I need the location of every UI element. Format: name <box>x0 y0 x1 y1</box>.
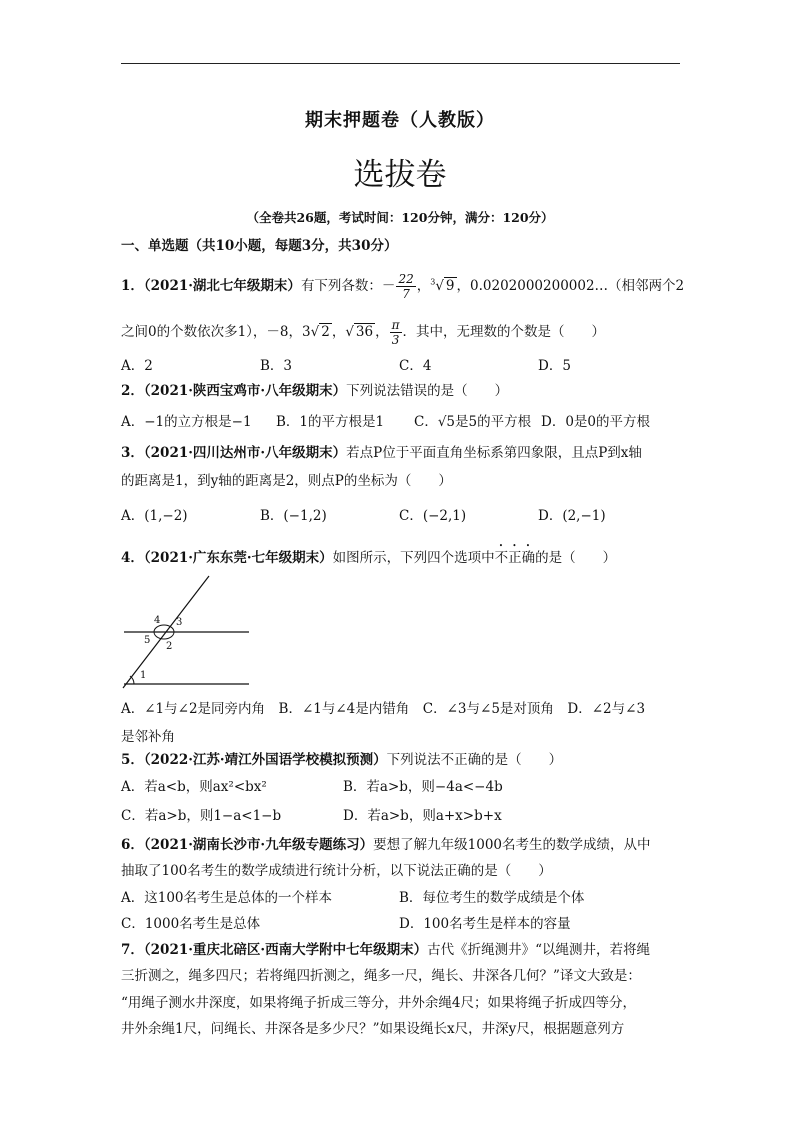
question-text: 的是（ ） <box>535 550 617 566</box>
question-text: 古代《折绳测井》“以绳测井，若将绳 <box>427 942 651 958</box>
fraction: $\frac{22}{7}$ <box>398 272 414 301</box>
question-number: 4． <box>121 550 144 566</box>
question-source: （2021·四川达州市·八年级期末） <box>143 445 347 461</box>
option-c[interactable]: C．4 <box>399 358 432 374</box>
question-text: 如图所示，下列四个选项中 <box>332 550 495 566</box>
option-a[interactable]: A．2 <box>121 358 153 374</box>
option-d[interactable]: D．0是0的平方根 <box>541 414 651 430</box>
option-b[interactable]: B．若a>b，则−4a<−4b <box>343 779 503 795</box>
figure-label: 4 <box>154 615 161 626</box>
option-b[interactable]: B．每位考生的数学成绩是个体 <box>399 890 585 906</box>
option-a[interactable]: A．若a<b，则ax²<bx² <box>121 779 267 795</box>
question-source: （2021·陕西宝鸡市·八年级期末） <box>143 383 347 399</box>
option-c[interactable]: C．(−2,1) <box>399 508 467 524</box>
root-body: 36 <box>355 324 374 340</box>
question-number: 5． <box>121 752 144 768</box>
question-3-line-2: 的距离是1，到y轴的距离是2，则点P的坐标为（ ） <box>121 473 452 489</box>
root-body: 2 <box>321 324 330 340</box>
question-1-line-2: 之间0的个数依次多1），－8，3√ 2 ，√ 36 ， $\frac{\pi}{3}$ ．其中，无理数的个数是（ ） <box>121 318 605 347</box>
question-number: 1． <box>121 278 144 294</box>
question-4 <box>121 542 616 568</box>
question-number: 6． <box>121 837 144 853</box>
question-4-options[interactable]: A．∠1与∠2是同旁内角 B．∠1与∠4是内错角 C．∠3与∠5是对顶角 D．∠2与∠3 <box>121 701 646 717</box>
header-rule <box>121 63 680 64</box>
question-7-line-3: “用绳子测水井深度，如果将绳子折成三等分，井外余绳4尺；如果将绳子折成四等分， <box>121 995 636 1011</box>
figure-label: 5 <box>144 635 151 646</box>
question-text: ．其中，无理数的个数是（ ） <box>402 324 605 340</box>
question-source: （2021·湖北七年级期末） <box>143 278 301 294</box>
question-text: 若点P位于平面直角坐标系第四象限，且点P到x轴 <box>346 445 642 461</box>
root-index: 3 <box>430 277 436 287</box>
option-d[interactable]: D．100名考生是样本的容量 <box>399 916 571 932</box>
option-d[interactable]: D．(2,−1) <box>538 508 606 524</box>
question-5 <box>121 750 562 770</box>
question-source: （2021·广东东莞·七年级期末） <box>143 550 333 566</box>
page-subtitle: 选拔卷 <box>353 157 447 193</box>
question-6 <box>121 835 651 855</box>
question-text: ，0.0202000200002…（相邻两个2 <box>456 278 685 294</box>
option-c[interactable]: C．√5是5的平方根 <box>414 414 532 430</box>
question-text: 下列说法错误的是（ ） <box>346 383 509 399</box>
option-c[interactable]: C．1000名考生是总体 <box>121 916 261 932</box>
question-6-line-2: 抽取了100名考生的数学成绩进行统计分析，以下说法正确的是（ ） <box>121 863 552 879</box>
section-heading: 一、单选题（共10小题，每题3分，共30分） <box>121 238 398 254</box>
option-a[interactable]: A．(1,−2) <box>121 508 188 524</box>
question-1: 1．（2021·湖北七年级期末）有下列各数：－ $\frac{22}{7}$ ，$^3$√ 9 ，0.0202000200002…（相邻两个2 <box>121 272 685 301</box>
option-b[interactable]: B．3 <box>260 358 293 374</box>
option-a[interactable]: A．−1的立方根是−1 <box>121 414 252 430</box>
question-source: （2021·湖南长沙市·九年级专题练习） <box>143 837 374 853</box>
question-text: ， <box>331 324 346 340</box>
question-7 <box>121 940 650 960</box>
question-7-line-4: 井外余绳1尺，问绳长、井深各是多少尺？”如果设绳长x尺，井深y尺，根据题意列方 <box>121 1021 625 1037</box>
option-d[interactable]: D．若a>b，则a+x>b+x <box>343 808 502 824</box>
question-7-line-2: 三折测之，绳多四尺；若将绳四折测之，绳多一尺，绳长、井深各几何？”译文大致是： <box>121 968 641 984</box>
question-text: ， <box>416 278 431 294</box>
page-title: 期末押题卷（人教版） <box>305 110 495 131</box>
figure-label: 3 <box>176 617 183 628</box>
option-b[interactable]: B．(−1,2) <box>260 508 327 524</box>
question-number: 3． <box>121 445 144 461</box>
question-number: 7． <box>121 942 144 958</box>
fraction: $\frac{\pi}{3}$ <box>391 318 400 347</box>
question-2 <box>121 381 508 401</box>
geometry-figure <box>118 572 258 690</box>
root-body: 9 <box>445 278 455 294</box>
question-number: 2． <box>121 383 144 399</box>
question-text: 有下列各数：－ <box>300 278 396 294</box>
question-text: 要想了解九年级1000名考生的数学成绩，从中 <box>373 837 651 853</box>
question-source: （2022·江苏·靖江外国语学校模拟预测） <box>143 752 387 768</box>
option-c[interactable]: C．若a>b，则1−a<1−b <box>121 808 282 824</box>
emphasis-text: 不正确 <box>494 550 536 566</box>
option-b[interactable]: B．1的平方根是1 <box>276 414 385 430</box>
question-4-options-cont: 是邻补角 <box>121 729 175 745</box>
figure-label: 1 <box>140 670 147 681</box>
question-3 <box>121 443 642 463</box>
figure-label: 2 <box>166 641 173 652</box>
option-d[interactable]: D．5 <box>538 358 571 374</box>
question-text: 下列说法不正确的是（ ） <box>386 752 563 768</box>
exam-info: （全卷共26题，考试时间：120分钟，满分：120分） <box>246 210 554 225</box>
question-source: （2021·重庆北碚区·西南大学附中七年级期末） <box>143 942 428 958</box>
question-text: 之间0的个数依次多1），－8，3 <box>121 324 311 340</box>
option-a[interactable]: A．这100名考生是总体的一个样本 <box>121 890 333 906</box>
question-text: ， <box>375 324 389 340</box>
